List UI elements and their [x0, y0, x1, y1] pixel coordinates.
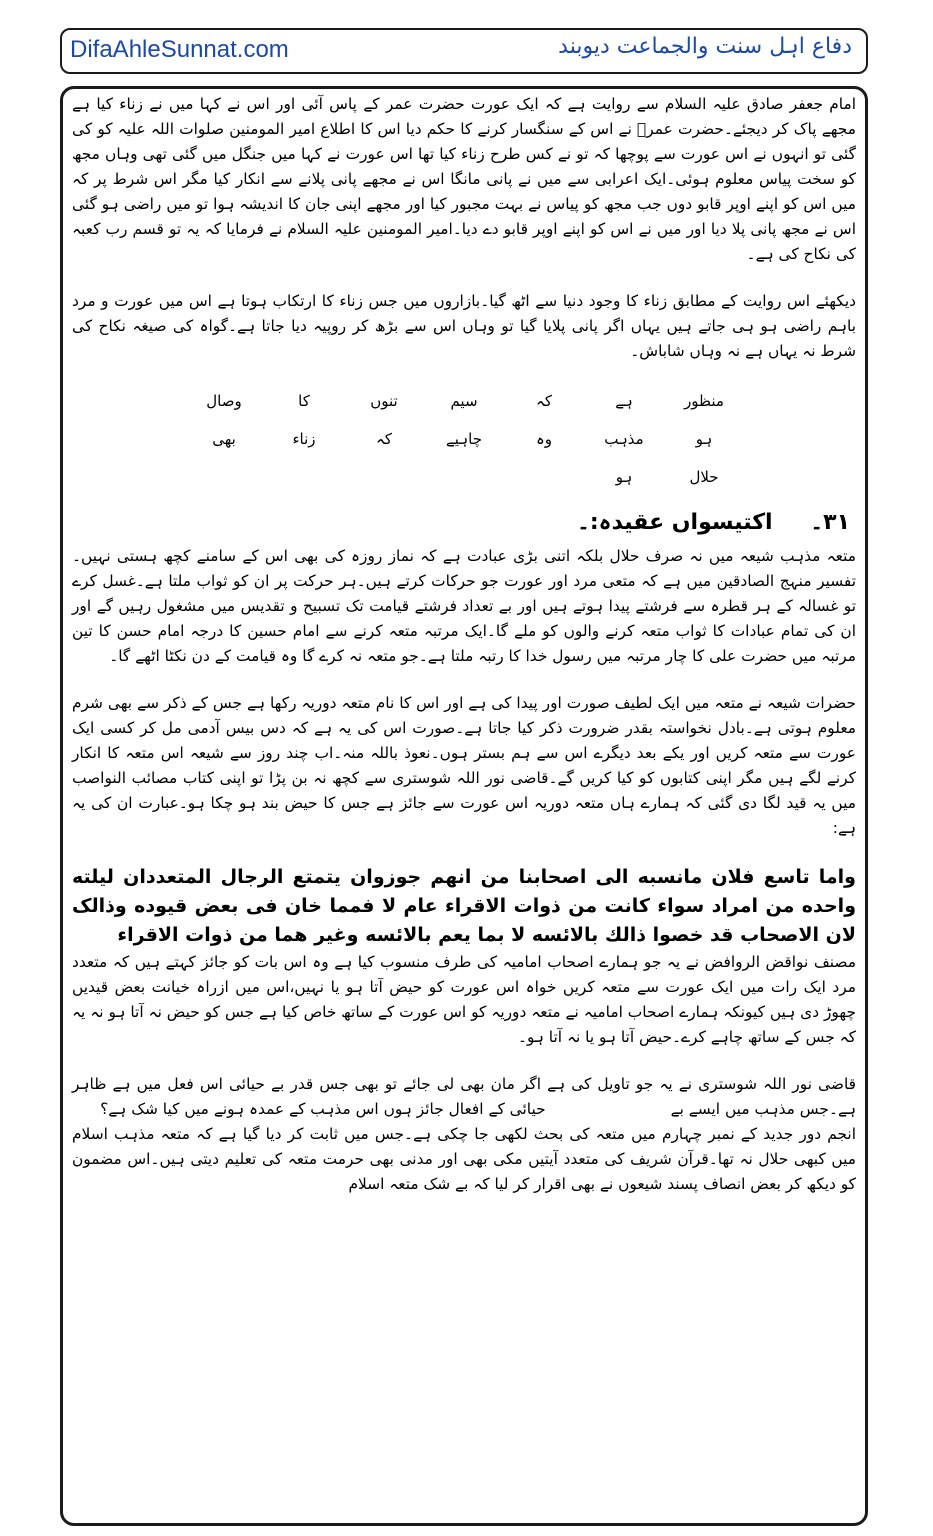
poem-word: ہو	[615, 468, 633, 486]
poem-word: زناء	[292, 430, 316, 448]
brand-title: دفاع اہل سنت والجماعت دیوبند	[558, 34, 852, 59]
arabic-quote: واما تاسع فلان مانسبه الی اصحابنا من انهم جوزوان یتمتع الرجال المتعددان لیلته واحده من امراد سواء کانت من ذوات الاقراء عام لا فمما خان فی بعض قیوده وذالک لان الاصحاب قد خصوا ذالك بالائسه لا بما یعم بالائسه وغیر هما من ذوات الاقراء	[72, 866, 856, 946]
poem-word: حلال	[689, 468, 719, 486]
paragraph-1: امام جعفر صادق علیہ السلام سے روایت ہے کہ ایک عورت حضرت عمر کے پاس آئی اور اس نے کہا میں نے زناء کیا ہے مجھے پاک کر دیجئے۔حضرت عمرؓ نے اس کے سنگسار کرنے کا حکم دیا اس کا اطلاع امیر المومنین صلوات اللہ علیہ کو کی گئی تو انہوں نے اس عورت سے پوچھا کہ تو نے کس طرح زناء کیا تھا اس عورت نے کہا میں جنگل میں گئی تھی وہاں مجھ کو سخت پیاس معلوم ہوئی۔ایک اعرابی سے میں نے پانی مانگا اس نے مجھے پانی پلانے سے انکار کیا مگر اس شرط پر کہ میں اس کو اپنے اوپر قابو دوں جب مجھ کو پیاس نے بہت مجبور کیا اور مجھے اپنی جان کا اندیشہ ہوا تو میں راضی ہو گئی اس نے مجھ پانی پلا دیا اور میں نے اس کو اپنے اوپر قابو دے دیا۔امیر المومنین علیہ السلام نے فرمایا کہ یہ تو قسم رب کعبہ کی نکاح کی ہے۔	[72, 95, 856, 263]
paragraph-2: دیکھئے اس روایت کے مطابق زناء کا وجود دنیا سے اٹھ گیا۔بازاروں میں جس زناء کا ارتکاب ہوتا ہے اس میں عورت و مرد باہم راضی ہو ہی جاتے ہیں یہاں اگر پانی پلایا گیا تو وہاں اس سے بڑھ کر روپیہ دیا جاتا ہے۔گواہ کی صیغہ نکاح کی شرط نہ یہاں ہے نہ وہاں شاباش۔	[72, 292, 856, 360]
poem-word: کا	[298, 392, 310, 410]
header-bar	[60, 28, 868, 74]
section-heading	[72, 502, 856, 544]
document-body	[72, 92, 856, 1197]
poem-word: ہے	[615, 392, 633, 410]
paragraph-4: حضرات شیعہ نے متعہ میں ایک لطیف صورت اور پیدا کی ہے اور اس کا نام متعہ دوریہ رکھا ہے جس کے ذکر سے بھی شرم معلوم ہوتی ہے۔بادل نخواستہ بقدر ضرورت ذکر کیا جاتا ہے۔صورت اس کی یہ ہے کہ دس بیس آدمی مل کر کسی ایک عورت سے متعہ کریں اور یکے بعد دیگرے اس سے ہم بستر ہوں۔نعوذ باللہ منہ۔اب چند روز سے شیعہ اس متعہ کا انکار کرنے لگے ہیں مگر اپنی کتابوں کو کیا کریں گے۔قاضی نور اللہ شوستری سے کچھ نہ بن پڑا تو اپنی کتاب مصائب النواصب میں یہ قید لگا دی گئی کہ ہمارے ہاں متعہ دوریہ اس عورت سے جائز ہے جس کا حیض بند ہو چکا ہو۔عبارت ان کی یہ ہے:	[72, 694, 856, 837]
section-title: اکتیسواں عقیدہ:۔	[576, 510, 773, 535]
poem-word: کہ	[376, 430, 392, 448]
paragraph-7: انجم دور جدید کے نمبر چہارم میں متعہ کی بحث لکھی جا چکی ہے۔جس میں ثابت کر دیا گیا ہے کہ متعہ مذہب اسلام میں کبھی حلال نہ تھا۔قرآن شریف کی متعدد آیتیں مکی بھی اور مدنی بھی حرمت متعہ کی تعلیم دیتی ہیں۔اس مضمون کو دیکھ کر بعض انصاف پسند شیعوں نے بھی اقرار کر لیا کہ بے شک متعہ اسلام	[72, 1125, 856, 1193]
poem-word: وہ	[535, 430, 553, 448]
poem-word: ہو	[695, 430, 713, 448]
paragraph-6: قاضی نور اللہ شوستری نے یہ جو تاویل کی ہے اگر مان بھی لی جائے تو بھی جس قدر بے حیائی اس فعل میں ہے ظاہر ہے۔جس مذہب میں ایسے بے حیائی کے افعال جائز ہوں اس مذہب کے عمدہ ہونے میں کیا شک ہے؟	[72, 1075, 856, 1118]
paragraph-5: مصنف نواقض الروافض نے یہ جو ہمارے اصحاب امامیہ کی طرف منسوب کیا ہے وہ اس بات کو جائز کہتے ہیں کہ متعدد مرد ایک رات میں ایک عورت سے متعہ کریں خواہ اس عورت کو حیض آتا ہو یا نہیں،اس میں ازراہ خیانت بعض قیدیں چھوڑ دی ہیں کیونکہ ہمارے اصحاب امامیہ نے متعہ دوریہ کو اس عورت کے ساتھ خاص کیا ہے جس کو حیض نہ آتا ہو نہ یہ کہ جس کے ساتھ چاہے کرے۔حیض آتا ہو یا نہ آتا ہو۔	[72, 953, 856, 1046]
poem-word: مذہب	[604, 430, 644, 448]
paragraph-3: متعہ مذہب شیعہ میں نہ صرف حلال بلکہ اتنی بڑی عبادت ہے کہ نماز روزہ کی بھی اس کے سامنے کچھ ہستی نہیں۔تفسیر منہج الصادقین میں ہے کہ متعی مرد اور عورت جو حرکات کرتے ہیں۔ہر حرکت پر ان کو ثواب ملتا ہے۔غسل کرے تو غسالہ کے ہر قطرہ سے فرشتے پیدا ہوتے ہیں اور بے تعداد فرشتے قیامت تک تسبیح و تقدیس میں مشغول رہیں گے اور ان کی تمام عبادات کا ثواب متعہ کرنے والوں کو ملے گا۔ایک مرتبہ متعہ کرنے سے امام حسین کا درجہ امام حسن کا تین مرتبہ میں حضرت علی کا چار مرتبہ میں رسول خدا کا رتبہ ملتا ہے۔جو متعہ نہ کرے گا وہ قیامت کے دن نکٹا اٹھے گا۔	[72, 547, 856, 665]
poem-couplet	[184, 386, 744, 492]
poem-word: منظور	[684, 392, 724, 410]
section-number: ۳۱۔	[810, 510, 850, 535]
poem-word: وصال	[206, 392, 242, 410]
poem-word: کہ	[536, 392, 552, 410]
poem-word: سیم	[450, 392, 478, 410]
poem-word: چاہیے	[446, 430, 482, 448]
poem-word: بھی	[212, 430, 236, 448]
poem-word: تنوں	[370, 392, 398, 410]
site-url[interactable]: DifaAhleSunnat.com	[70, 36, 289, 63]
